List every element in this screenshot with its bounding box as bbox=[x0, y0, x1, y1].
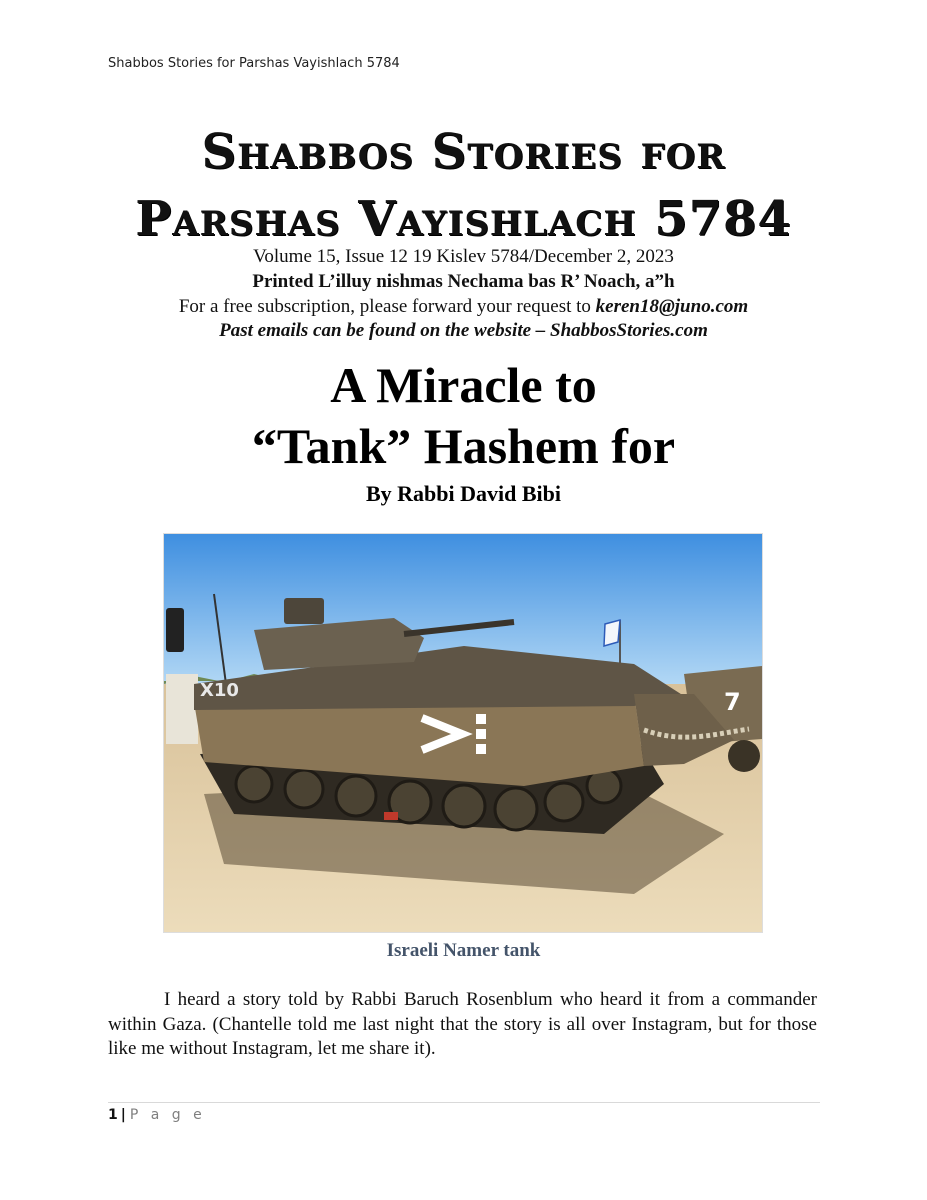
track-blocks bbox=[384, 812, 398, 820]
subscription-text: For a free subscription, please forward your request to bbox=[178, 296, 596, 317]
dedication-line: Printed L’illuy nishmas Nechama bas R’ Noach, a”h bbox=[252, 271, 675, 292]
article-byline: By Rabbi David Bibi bbox=[365, 481, 561, 506]
turret-sight bbox=[284, 598, 324, 624]
image-caption: Israeli Namer tank bbox=[386, 940, 541, 961]
subscription-email-link[interactable]: keren18@juno.com bbox=[595, 296, 749, 317]
israeli-flag bbox=[604, 620, 620, 646]
footer-separator: | bbox=[120, 1107, 126, 1123]
page-number: 1 bbox=[108, 1107, 118, 1123]
footer-divider bbox=[108, 1102, 820, 1103]
article-title-line-1: A Miracle to bbox=[330, 357, 597, 413]
masthead-line-2: Parshas Vayishlach 5784 bbox=[135, 191, 792, 247]
tank-photo bbox=[163, 533, 763, 933]
subscription-line bbox=[0, 297, 927, 316]
left-structure bbox=[166, 674, 198, 744]
page-label: P a g e bbox=[129, 1107, 206, 1123]
page-footer bbox=[108, 1107, 206, 1123]
left-object bbox=[166, 608, 184, 652]
past-emails-line: Past emails can be found on the website – ShabbosStories.com bbox=[219, 320, 708, 341]
masthead-line-1: Shabbos Stories for bbox=[201, 124, 726, 180]
volume-issue-date: Volume 15, Issue 12 19 Kislev 5784/December 2, 2023 bbox=[253, 246, 674, 267]
running-header: Shabbos Stories for Parshas Vayishlach 5784 bbox=[108, 56, 400, 71]
article-paragraph-1: I heard a story told by Rabbi Baruch Rosenblum who heard it from a commander within Gaza. (Chantelle told me last night that the story is all over Instagram, but for those like me without Instagram, let me share it). bbox=[108, 989, 817, 1059]
article-title-line-2: “Tank” Hashem for bbox=[251, 418, 676, 474]
hull-marking: X10 bbox=[200, 680, 239, 701]
bar-marking bbox=[476, 714, 486, 754]
rear-vehicle-number: 7 bbox=[724, 688, 741, 716]
rear-vehicle-wheel bbox=[728, 740, 760, 772]
